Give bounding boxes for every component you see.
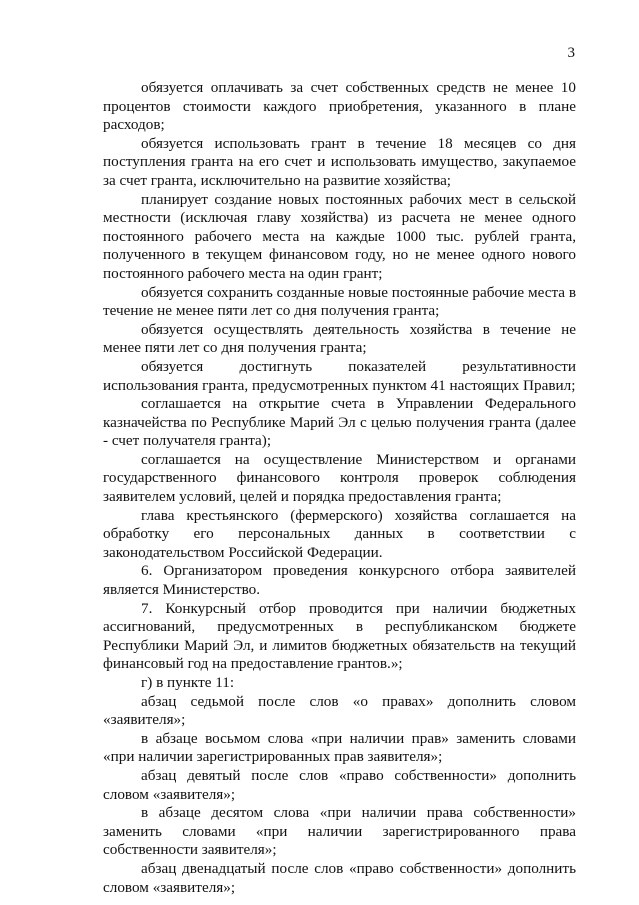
paragraph: в абзаце восьмом слова «при наличии прав» заменить словами «при наличии зарегистрированных прав заявителя»; — [103, 729, 576, 766]
paragraph: глава крестьянского (фермерского) хозяйства соглашается на обработку его персональных данных в соответствии с законодательством Российской Федерации. — [103, 506, 576, 561]
paragraph: 7. Конкурсный отбор проводится при наличии бюджетных ассигнований, предусмотренных в республиканском бюджете Республики Марий Эл, и лимитов бюджетных обязательств на текущий финансовый год на предоставление грантов.»; — [103, 599, 576, 673]
paragraph: г) в пункте 11: — [141, 674, 235, 691]
paragraph: соглашается на открытие счета в Управлении Федерального казначейства по Республике Марий Эл с целью получения гранта (далее - счет получателя гранта); — [103, 395, 576, 450]
paragraph: планирует создание новых постоянных рабочих мест в сельской местности (исключая главу хозяйства) из расчета не менее одного постоянного рабочего места на каждые 1000 тыс. рублей гранта, полученного в текущем финансовом году, но не менее одного нового постоянного рабочего места на один грант; — [103, 190, 576, 282]
paragraph: обязуется использовать грант в течение 18 месяцев со дня поступления гранта на его счет и использовать имущество, закупаемое за счет гранта, исключительно на развитие хозяйства; — [103, 134, 576, 189]
paragraph: абзац девятый после слов «право собственности» дополнить словом «заявителя»; — [103, 766, 576, 803]
paragraph: обязуется достигнуть показателей результативности использования гранта, предусмотренных пунктом 41 настоящих Правил; — [103, 357, 576, 394]
paragraph: абзац седьмой после слов «о правах» дополнить словом «заявителя»; — [103, 692, 576, 729]
paragraph: обязуется сохранить созданные новые постоянные рабочие места в течение не менее пяти лет со дня получения гранта; — [103, 283, 576, 320]
paragraph: обязуется осуществлять деятельность хозяйства в течение не менее пяти лет со дня получения гранта; — [103, 320, 576, 357]
paragraph: в абзаце десятом слова «при наличии права собственности» заменить словами «при наличии зарегистрированного права собственности заявителя»; — [103, 804, 576, 859]
page-number: 3 — [567, 45, 575, 61]
paragraph: 6. Организатором проведения конкурсного отбора заявителей является Министерство. — [103, 562, 576, 599]
paragraph: соглашается на осуществление Министерством и органами государственного финансового контроля проверок соблюдения заявителем условий, целей и порядка предоставления гранта; — [103, 450, 576, 506]
paragraph: абзац двенадцатый после слов «право собственности» дополнить словом «заявителя»; — [103, 859, 576, 896]
document-body — [103, 79, 576, 897]
paragraph: обязуется оплачивать за счет собственных средств не менее 10 процентов стоимости каждого приобретения, указанного в плане расходов; — [103, 79, 576, 134]
